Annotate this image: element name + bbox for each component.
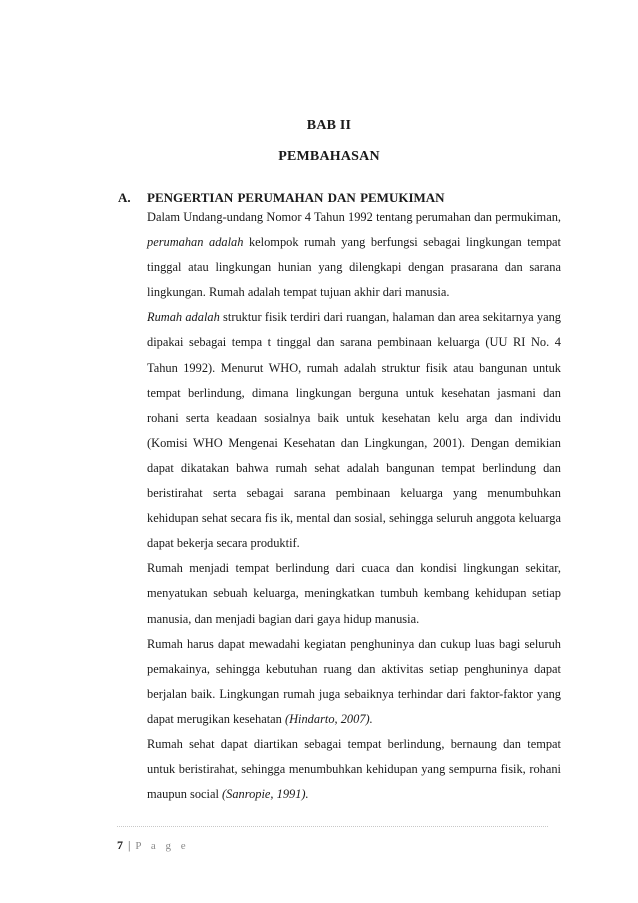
- page-label: P a g e: [135, 840, 190, 852]
- paragraph-4-citation: (Hindarto, 2007).: [284, 711, 373, 726]
- paragraph-4: [147, 632, 561, 732]
- footer-separator: |: [128, 838, 131, 852]
- paragraph-3: [147, 556, 561, 631]
- paragraph-5: [147, 732, 561, 807]
- chapter-number: BAB II: [306, 118, 352, 133]
- page-number: 7: [117, 838, 123, 852]
- page-footer: [117, 838, 189, 853]
- paragraph-3-text-a: Rumah menjadi tempat berlindung dari cuaca dan kondisi lingkungan sekitar, menyatukan sebuah keluarga, meningkatkan tumbuh kembang kehidupan setiap manusia, dan menjadi bagian dari gaya hidup manusia.: [147, 561, 561, 626]
- paragraph-1-text-a: Dalam Undang-undang Nomor 4 Tahun 1992 tentang perumahan dan permukiman,: [147, 210, 561, 224]
- paragraph-1-text-c: kelompok rumah yang berfungsi sebagai lingkungan tempat tinggal atau lingkungan hunian yang dilengkapi dengan prasarana dan sarana lingkungan. Rumah adalah tempat tujuan akhir dari manusia.: [147, 235, 561, 300]
- paragraph-1-italic: perumahan adalah: [147, 235, 244, 250]
- paragraph-2-italic: Rumah adalah: [147, 310, 220, 325]
- paragraph-5-citation: (Sanropie, 1991).: [222, 787, 309, 802]
- section-title: PENGERTIAN PERUMAHAN DAN PEMUKIMAN: [147, 190, 445, 205]
- body-text: [147, 205, 561, 807]
- chapter-title: PEMBAHASAN: [278, 149, 380, 164]
- paragraph-5-text-a: Rumah sehat dapat diartikan sebagai tempat berlindung, bernaung dan tempat untuk beristirahat, sehingga menumbuhkan kehidupan yang sempurna fisik, rohani maupun social: [147, 736, 561, 802]
- section-letter: A.: [118, 190, 131, 205]
- paragraph-2-text-c: struktur fisik terdiri dari ruangan, halaman dan area sekitarnya yang dipakai sebagai tempa t tinggal dan sarana pembinaan keluarga (UU RI No. 4 Tahun 1992). Menurut WHO, rumah adalah struktur fisik atau bangunan untuk tempat berlindung, dimana lingkungan berguna untuk kesehatan jasmani dan rohani serta keadaan sosialnya baik untuk kesehatan kelu arga dan individu (Komisi WHO Mengenai Kesehatan dan Lingkungan, 2001). Dengan demikian dapat dikatakan bahwa rumah sehat adalah bangunan tempat berlindung dan beristirahat serta sebagai sarana pembinaan keluarga yang menumbuhkan kehidupan sehat secara fis ik, mental dan sosial, sehingga seluruh anggota keluarga dapat bekerja secara produktif.: [147, 310, 561, 551]
- paragraph-2: [147, 305, 561, 556]
- footer-divider: [117, 826, 548, 827]
- paragraph-4-text-a: Rumah harus dapat mewadahi kegiatan penghuninya dan cukup luas bagi seluruh pemakainya, sehingga kebutuhan ruang dan aktivitas setiap penghuninya dapat berjalan baik. Lingkungan rumah juga sebaiknya terhindar dari faktor-faktor yang dapat merugikan kesehatan: [147, 636, 561, 726]
- paragraph-1: [147, 205, 561, 305]
